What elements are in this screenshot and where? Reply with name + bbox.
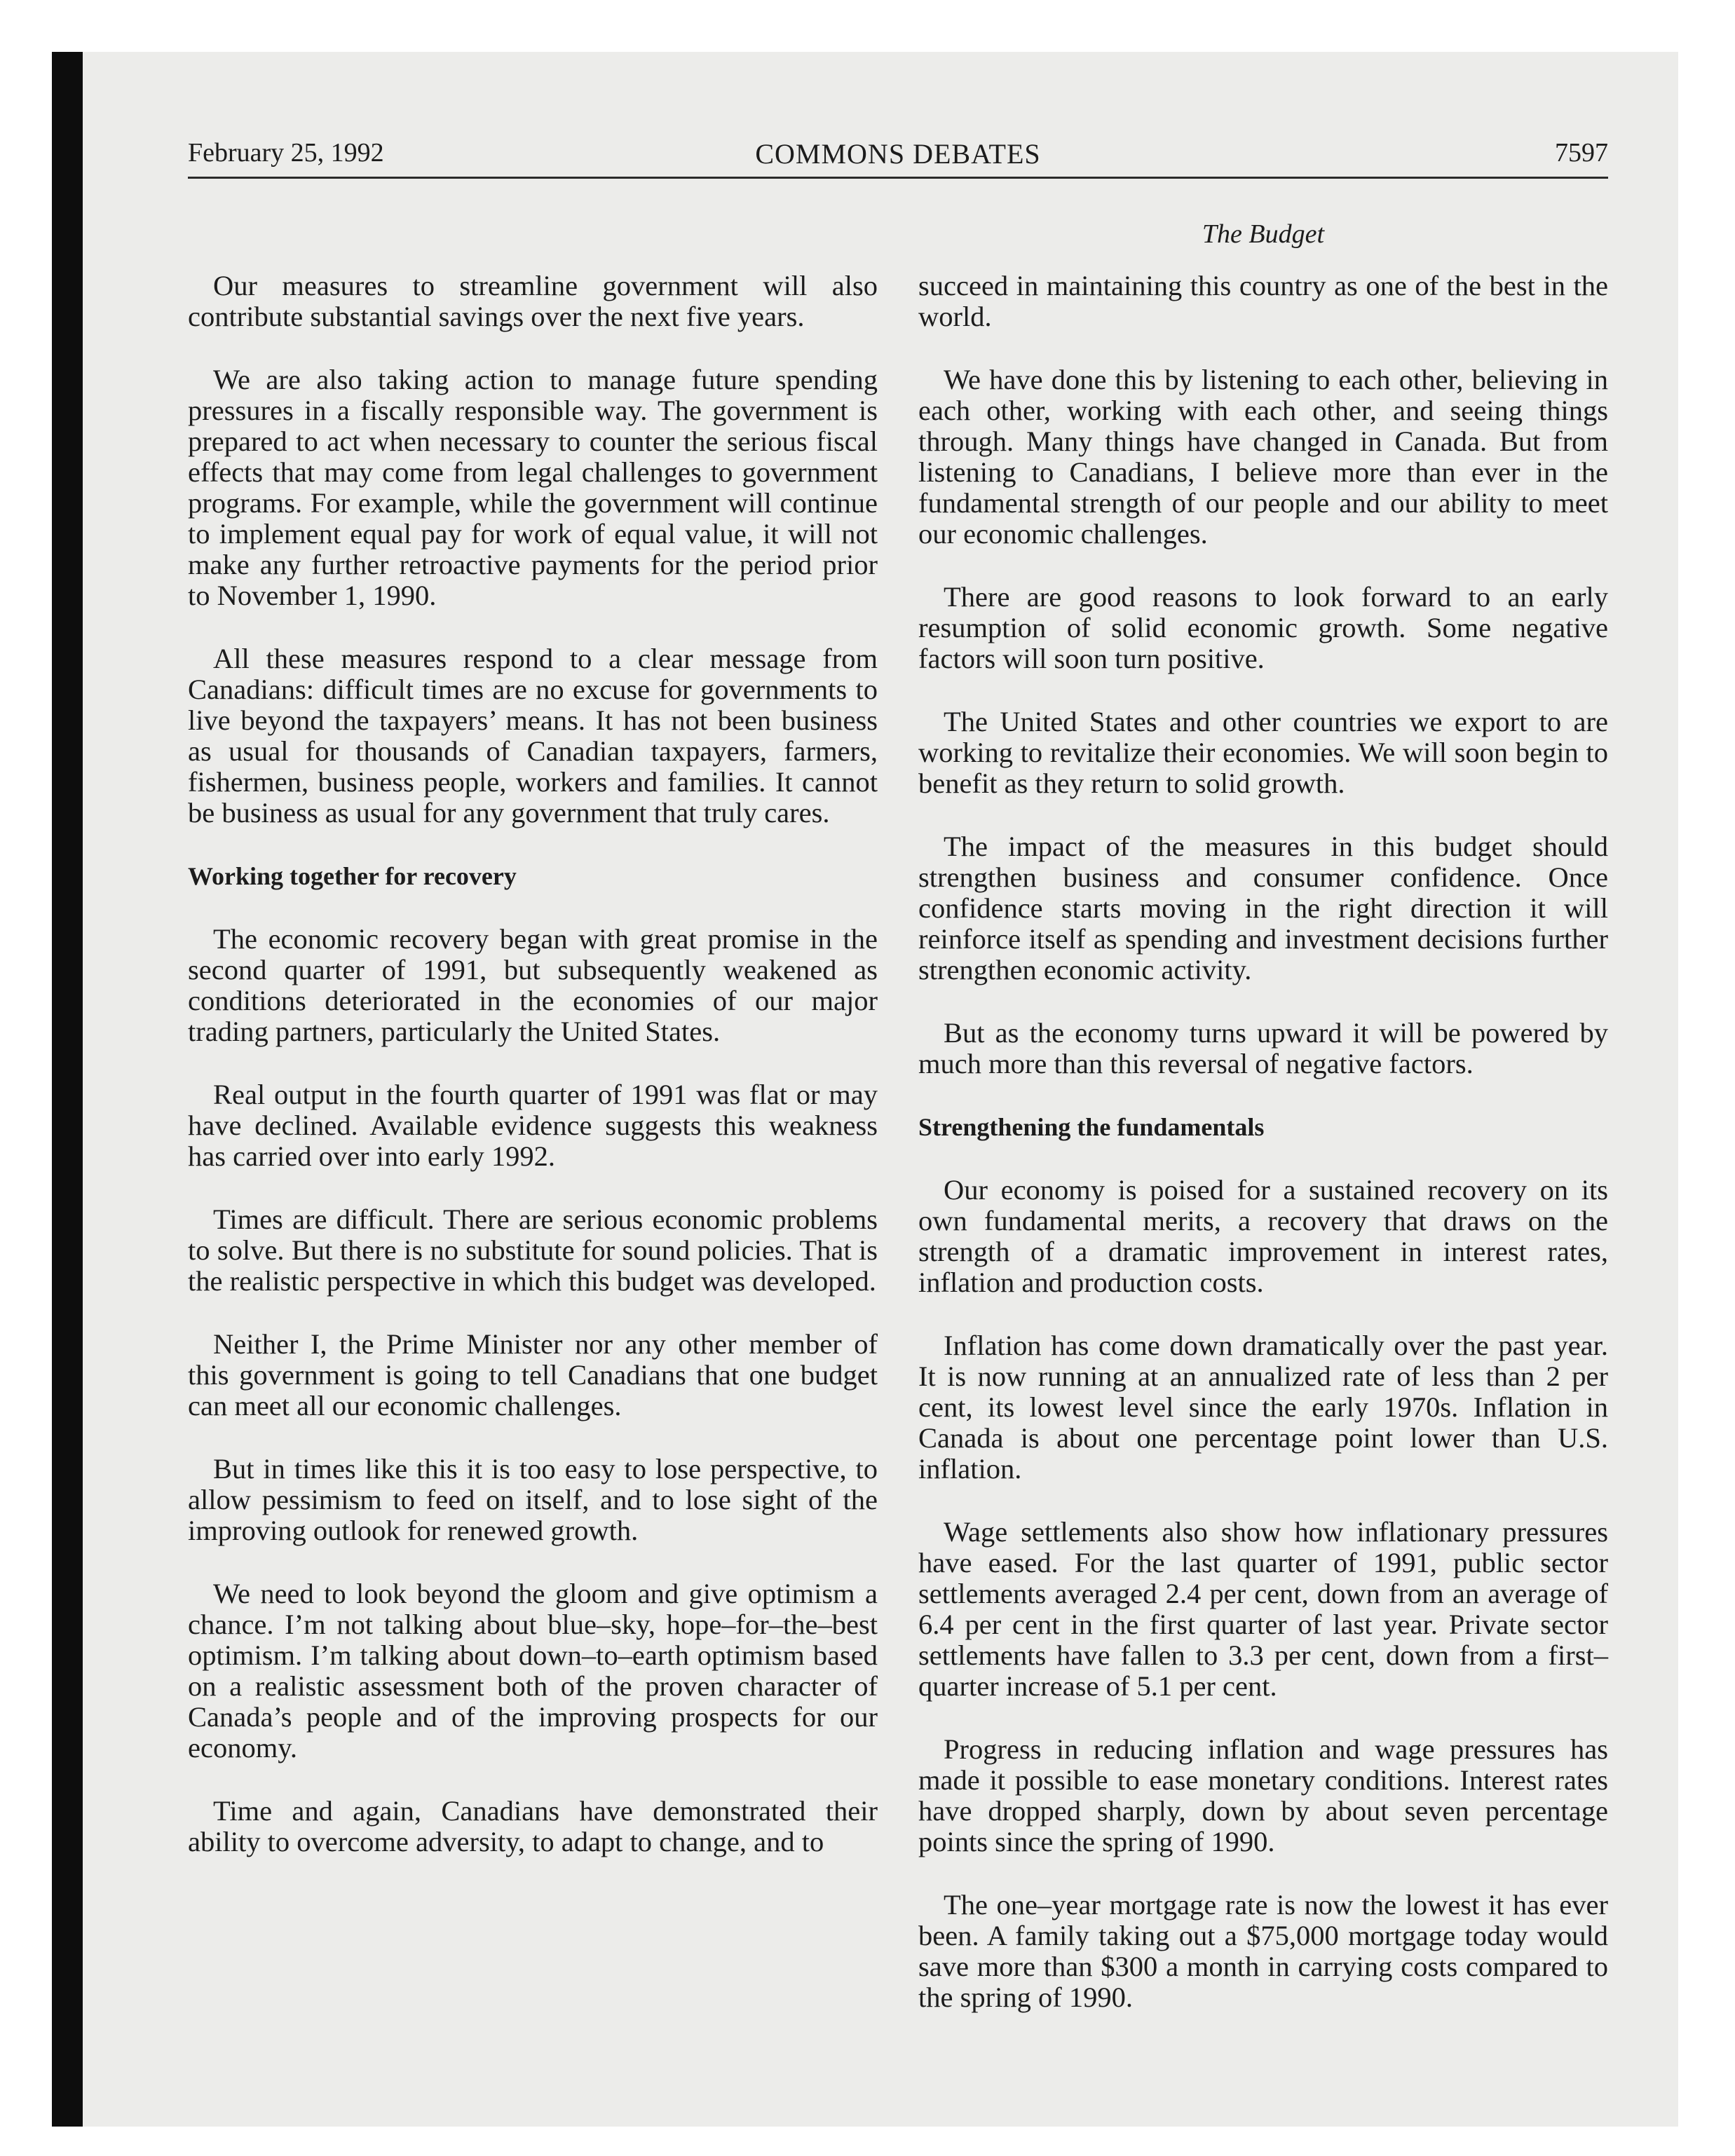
paragraph: The United States and other countries we export to are working to revitalize their economies. We will soon begin to benefit as they return to solid growth.	[918, 706, 1608, 799]
paragraph: Progress in reducing inflation and wage pressures has made it possible to ease monetary conditions. Interest rates have dropped sharply, down by about seven percentage points since the spring of 1990.	[918, 1733, 1608, 1857]
paragraph: We have done this by listening to each other, believing in each other, working with each other, and seeing things through. Many things have changed in Canada. But from listening to Canadians, I believe more than ever in the fundamental strength of our people and our ability to meet our economic challenges.	[918, 364, 1608, 550]
header-journal-title: COMMONS DEBATES	[755, 138, 1041, 170]
paragraph: We need to look beyond the gloom and give optimism a chance. I’m not talking about blue–sky, hope–for–the–best optimism. I’m talking about down–to–earth optimism based on a realistic assessment both of the proven character of Canada’s people and of the improving prospects for our economy.	[188, 1578, 878, 1763]
paragraph: But in times like this it is too easy to lose perspective, to allow pessimism to feed on itself, and to lose sight of the improving outlook for renewed growth.	[188, 1453, 878, 1546]
section-heading: Working together for recovery	[188, 862, 517, 890]
paragraph: Wage settlements also show how inflationary pressures have eased. For the last quarter of 1991, public sector settlements averaged 2.4 per cent, down from an average of 6.4 per cent in the first quarter of last year. Private sector settlements have fallen to 3.3 per cent, down from a first–quarter increase of 5.1 per cent.	[918, 1516, 1608, 1702]
running-head: The Budget	[1202, 219, 1325, 249]
header-date: February 25, 1992	[188, 138, 384, 168]
section-heading: Strengthening the fundamentals	[918, 1113, 1265, 1141]
paragraph: Times are difficult. There are serious economic problems to solve. But there is no substitute for sound policies. That is the realistic perspective in which this budget was developed.	[188, 1203, 878, 1297]
paragraph: Real output in the fourth quarter of 1991 was flat or may have declined. Available evidence suggests this weakness has carried over into early 1992.	[188, 1079, 878, 1172]
paragraph: There are good reasons to look forward to an early resumption of solid economic growth. Some negative factors will soon turn positive.	[918, 581, 1608, 674]
paragraph: All these measures respond to a clear message from Canadians: difficult times are no excuse for governments to live beyond the taxpayers’ means. It has not been business as usual for thousands of Canadian taxpayers, farmers, fishermen, business people, workers and families. It cannot be business as usual for any government that truly cares.	[188, 643, 878, 828]
header-page-number: 7597	[1555, 138, 1608, 168]
right-column	[918, 271, 1608, 2045]
paragraph: Neither I, the Prime Minister nor any other member of this government is going to tell Canadians that one budget can meet all our economic challenges.	[188, 1328, 878, 1421]
paragraph: Our measures to streamline government will also contribute substantial savings over the next five years.	[188, 270, 878, 332]
paragraph: Our economy is poised for a sustained recovery on its own fundamental merits, a recovery that draws on the strength of a dramatic improvement in interest rates, inflation and production costs.	[918, 1174, 1608, 1298]
paragraph-continued: succeed in maintaining this country as one of the best in the world.	[918, 270, 1608, 332]
paragraph: Inflation has come down dramatically over the past year. It is now running at an annualized rate of less than 2 per cent, its lowest level since the early 1970s. Inflation in Canada is about one percentage point lower than U.S. inflation.	[918, 1330, 1608, 1485]
header-rule	[188, 177, 1608, 179]
paragraph: We are also taking action to manage future spending pressures in a fiscally responsible way. The government is prepared to act when necessary to counter the serious fiscal effects that may come from legal challenges to government programs. For example, while the government will continue to implement equal pay for work of equal value, it will not make any further retroactive payments for the period prior to November 1, 1990.	[188, 364, 878, 611]
left-column	[188, 271, 878, 1890]
scan-binding-edge	[52, 52, 83, 2127]
paragraph: The impact of the measures in this budget should strengthen business and consumer confidence. Once confidence starts moving in the right direction it will reinforce itself as spending and investment decisions further strengthen economic activity.	[918, 831, 1608, 985]
paragraph: Time and again, Canadians have demonstrated their ability to overcome adversity, to adapt to change, and to	[188, 1795, 878, 1857]
page-header	[188, 137, 1608, 175]
paragraph: But as the economy turns upward it will be powered by much more than this reversal of negative factors.	[918, 1017, 1608, 1079]
paragraph: The one–year mortgage rate is now the lowest it has ever been. A family taking out a $75,000 mortgage today would save more than $300 a month in carrying costs compared to the spring of 1990.	[918, 1889, 1608, 2013]
paragraph: The economic recovery began with great promise in the second quarter of 1991, but subsequently weakened as conditions deteriorated in the economies of our major trading partners, particularly the United States.	[188, 923, 878, 1047]
